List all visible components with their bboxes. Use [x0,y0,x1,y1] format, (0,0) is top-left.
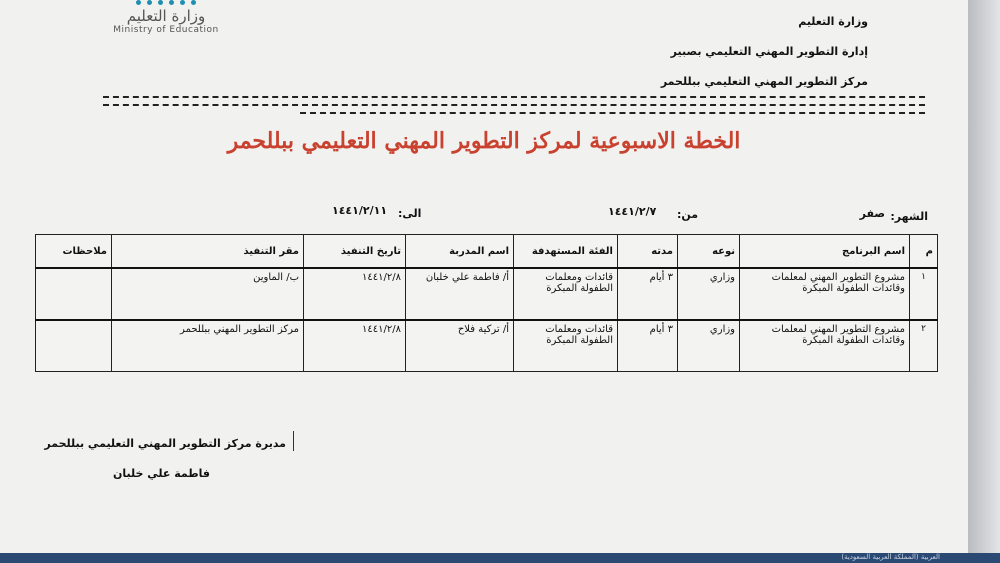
header-department: إدارة التطوير المهني التعليمي بصبير [670,45,868,58]
separator-line [103,96,925,98]
header-center: مركز التطوير المهني التعليمي ببللحمر [660,75,868,88]
cell-date: ١٤٤١/٢/٨ [304,320,406,372]
cell-trainer: أ/ فاطمة علي خلبان [406,268,514,320]
to-label: الى: [398,207,422,220]
table-row [36,320,938,372]
separator-line [103,104,925,106]
cell-trainer: أ/ تركية فلاح [406,320,514,372]
cell-notes [36,320,112,372]
cell-date: ١٤٤١/٢/٨ [304,268,406,320]
cell-type: وزاري [678,320,740,372]
cell-notes [36,268,112,320]
from-label: من: [677,208,699,221]
to-date: ١٤٤١/٢/١١ [332,204,388,217]
signature-bar [293,431,294,451]
header-location: مقر التنفيذ [112,235,304,269]
cell-audience: قائدات ومعلمات الطفولة المبكرة [514,268,618,320]
cell-type: وزاري [678,268,740,320]
weekly-plan-table [35,234,938,372]
header-duration: مدته [618,235,678,269]
cell-program: مشروع التطوير المهني لمعلمات وقائدات الطفولة المبكرة [740,320,910,372]
cell-audience: قائدات ومعلمات الطفولة المبكرة [514,320,618,372]
ministry-logo [96,0,236,46]
document-title: الخطة الاسبوعية لمركز التطوير المهني التعليمي ببللحمر [227,128,741,154]
cell-program: مشروع التطوير المهني لمعلمات وقائدات الطفولة المبكرة [740,268,910,320]
logo-arabic-text: وزارة التعليم [126,7,206,25]
cell-location: ب/ الماوين [112,268,304,320]
separator-line [300,112,925,114]
signature-title: مديرة مركز التطوير المهني التعليمي ببللحمر [44,437,286,450]
cell-num: ٢ [910,320,938,372]
taskbar-language[interactable]: العربية (المملكة العربية السعودية) [841,553,940,561]
signature-name: فاطمة علي خلبان [113,467,210,480]
header-ministry: وزارة التعليم [798,15,868,28]
table-header-row [36,235,938,269]
logo-english-text: Ministry of Education [113,25,219,35]
cell-duration: ٣ أيام [618,320,678,372]
cell-num: ١ [910,268,938,320]
header-num: م [910,235,938,269]
window-edge [968,0,1000,563]
from-date: ١٤٤١/٢/٧ [608,205,657,218]
header-audience: الفئة المستهدفة [514,235,618,269]
month-value: صفر [859,207,885,220]
header-date: تاريخ التنفيذ [304,235,406,269]
header-program: اسم البرنامج [740,235,910,269]
cell-location: مركز التطوير المهني ببللحمر [112,320,304,372]
header-trainer: اسم المدربة [406,235,514,269]
cell-duration: ٣ أيام [618,268,678,320]
table-row [36,268,938,320]
header-notes: ملاحظات [36,235,112,269]
month-label: الشهر: [890,210,928,223]
logo-dots-icon [96,0,236,6]
taskbar [0,553,1000,563]
header-type: نوعه [678,235,740,269]
